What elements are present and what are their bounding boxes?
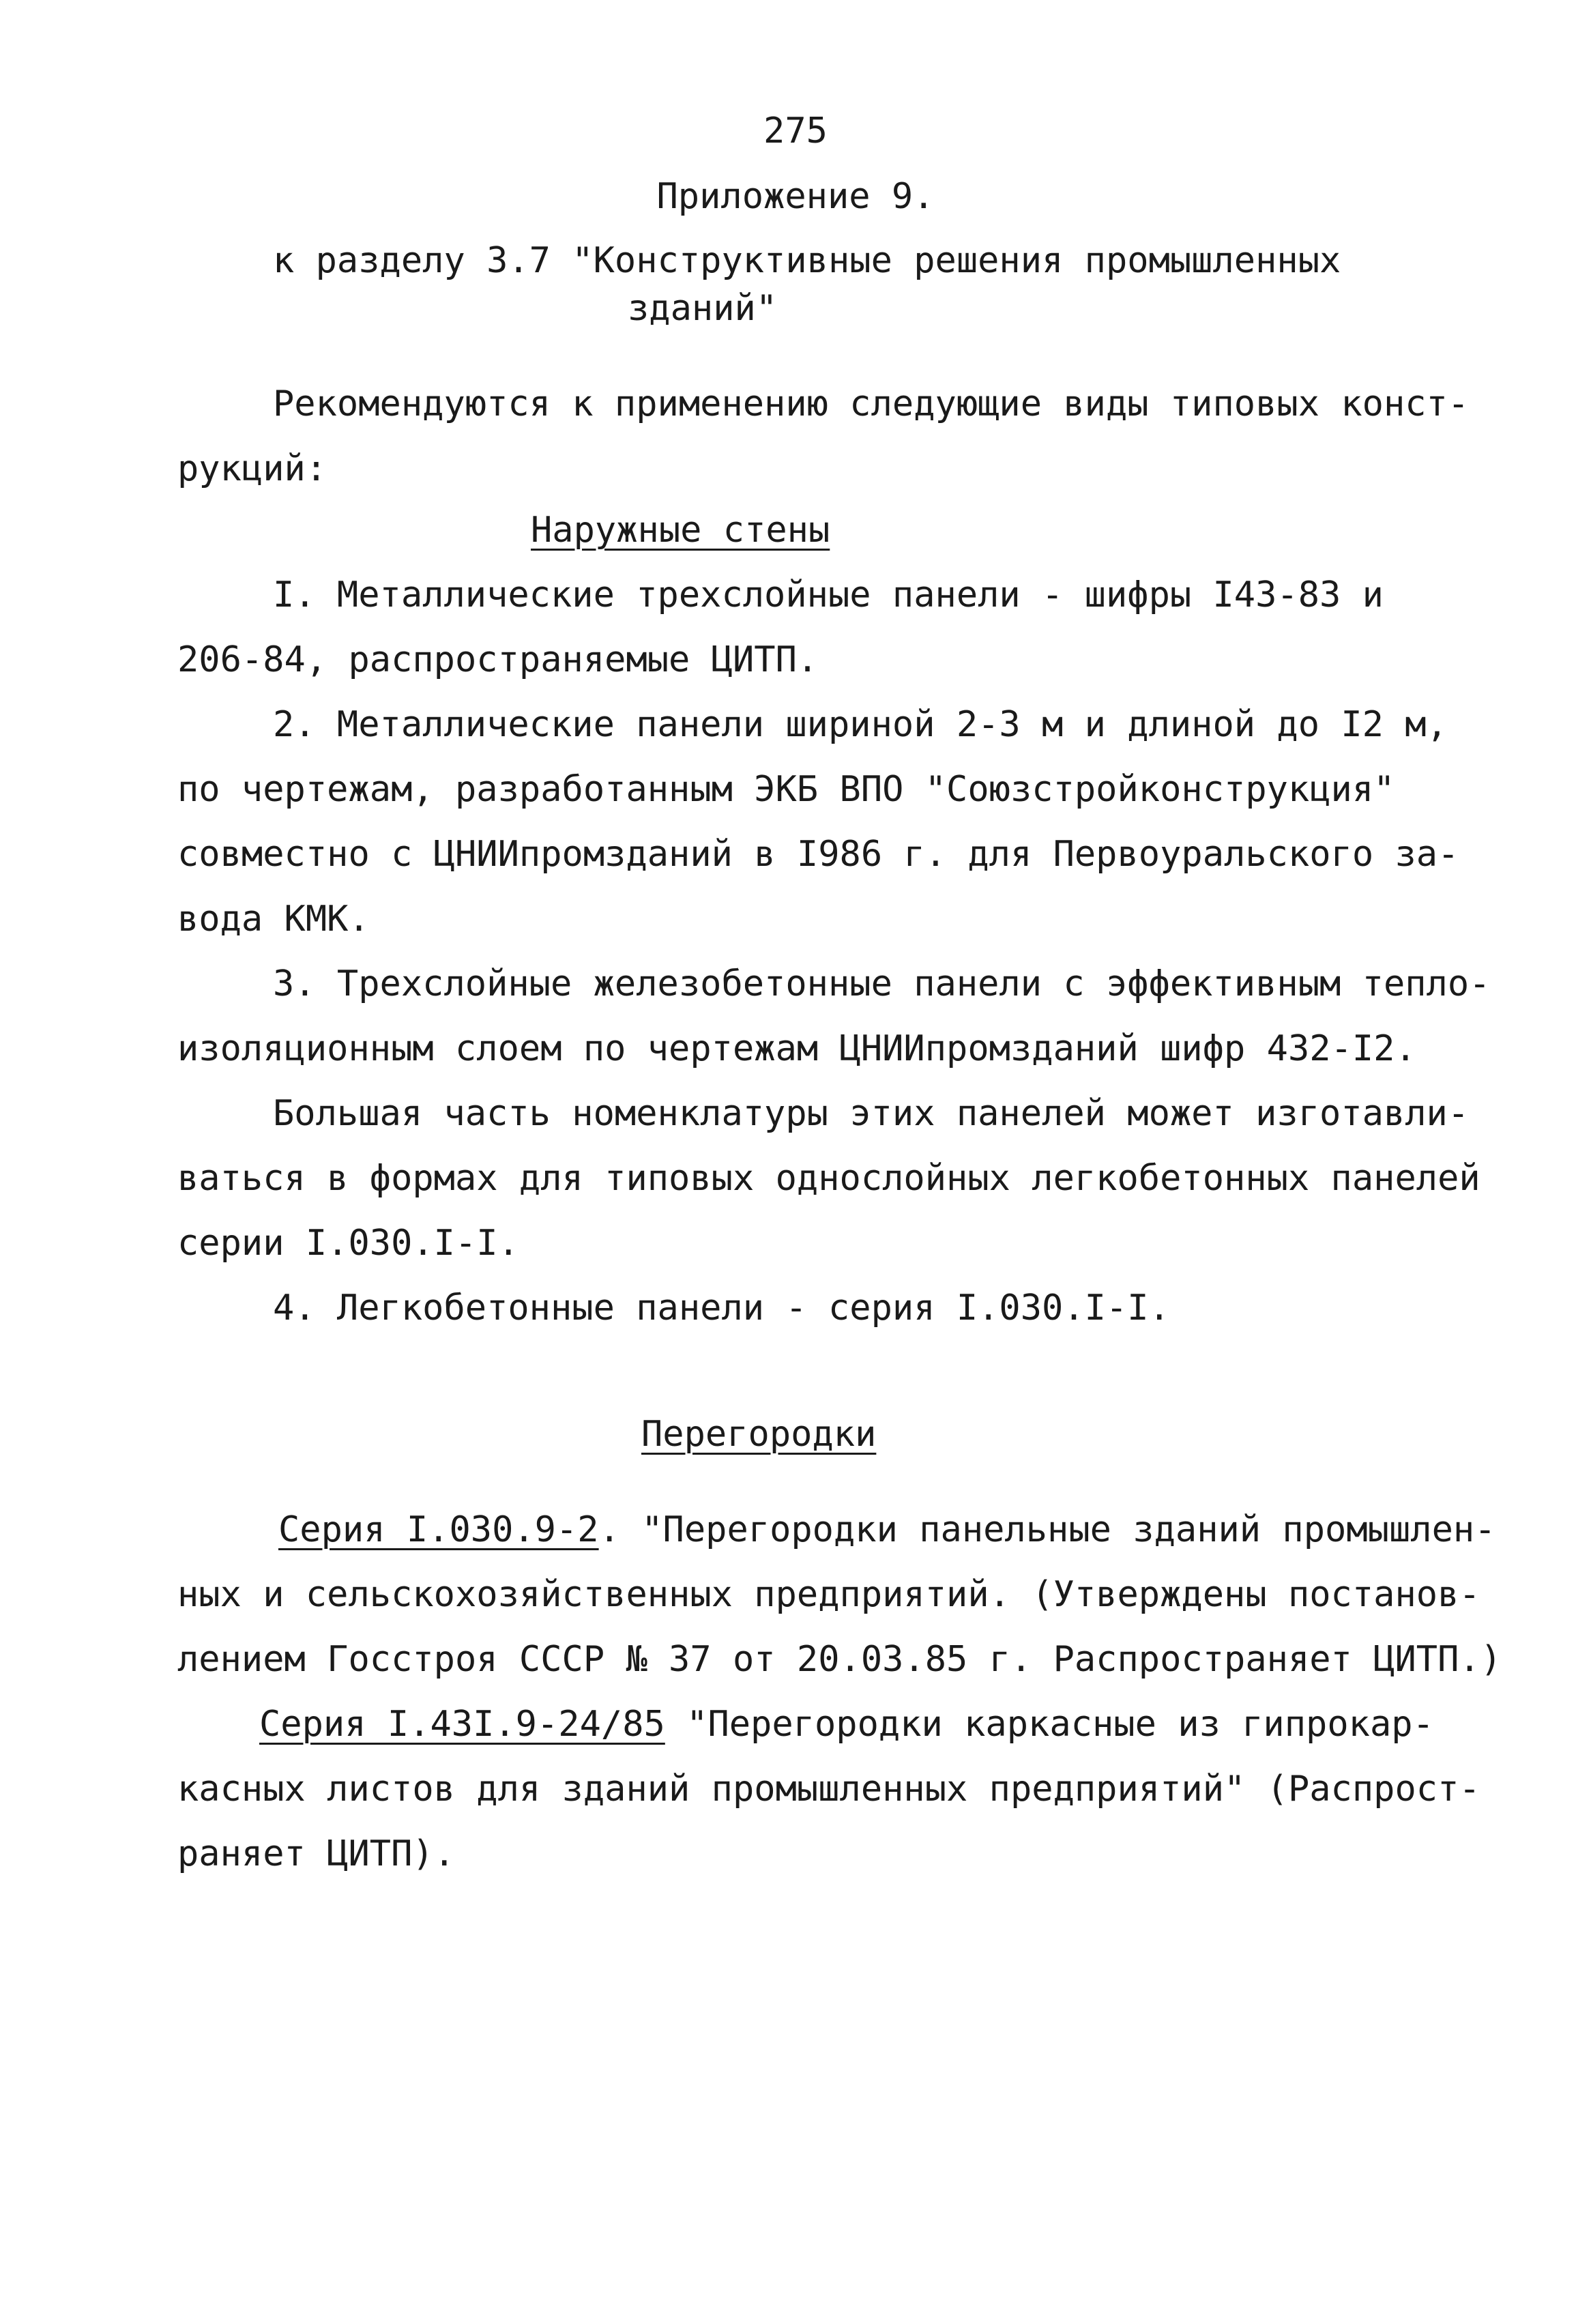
- series-2-code: Серия I.43I.9-24/85: [259, 1704, 665, 1745]
- series-2-line-2: касных листов для зданий промышленных предприятий" (Распрост-: [177, 1769, 1480, 1810]
- series-2-line-1: [259, 1702, 1434, 1746]
- series-1-code: Серия I.030.9-2: [278, 1509, 599, 1550]
- partitions-heading: Перегородки: [641, 1414, 877, 1455]
- item-2-line-4: вода КМК.: [177, 899, 370, 940]
- item-1-line-2: 206-84, распространяемые ЦИТП.: [177, 639, 819, 680]
- series-1-line-1: [278, 1508, 1496, 1552]
- item-2-line-1: 2. Металлические панели шириной 2-3 м и длиной до I2 м,: [273, 704, 1448, 745]
- series-1-line-2: ных и сельскохозяйственных предприятий. (Утверждены постанов-: [177, 1574, 1480, 1615]
- note-line-1: Большая часть номенклатуры этих панелей может изготавли-: [273, 1093, 1470, 1134]
- intro-line-2: рукций:: [177, 448, 327, 489]
- item-2-line-3: совместно с ЦНИИпромзданий в I986 г. для Первоуральского за-: [177, 834, 1459, 875]
- item-4: 4. Легкобетонные панели - серия I.030.I-I.: [273, 1288, 1170, 1328]
- page-number: 275: [763, 111, 828, 151]
- series-2-title-start: "Перегородки каркасные из гипрокар-: [665, 1704, 1434, 1745]
- outer-walls-heading: Наружные стены: [531, 510, 830, 551]
- appendix-title: Приложение 9.: [656, 176, 935, 217]
- section-ref-line-2: зданий": [628, 288, 778, 329]
- note-line-3: серии I.030.I-I.: [177, 1223, 519, 1264]
- item-3-line-2: изоляционным слоем по чертежам ЦНИИпромзданий шифр 432-I2.: [177, 1028, 1416, 1069]
- series-1-line-3: лением Госстроя СССР № 37 от 20.03.85 г. Распространяет ЦИТП.): [177, 1639, 1502, 1680]
- item-3-line-1: 3. Трехслойные железобетонные панели с эффективным тепло-: [273, 963, 1491, 1004]
- section-ref-line-1: к разделу 3.7 "Конструктивные решения промышленных: [273, 240, 1341, 281]
- series-1-title-start: . "Перегородки панельные зданий промышлен-: [598, 1509, 1496, 1550]
- item-2-line-2: по чертежам, разработанным ЭКБ ВПО "Союзстройконструкция": [177, 769, 1395, 810]
- note-line-2: ваться в формах для типовых однослойных легкобетонных панелей: [177, 1158, 1480, 1199]
- item-1-line-1: I. Металлические трехслойные панели - шифры I43-83 и: [273, 575, 1384, 615]
- series-2-line-3: раняет ЦИТП).: [177, 1833, 455, 1874]
- intro-line-1: Рекомендуются к применению следующие виды типовых конст-: [273, 383, 1470, 424]
